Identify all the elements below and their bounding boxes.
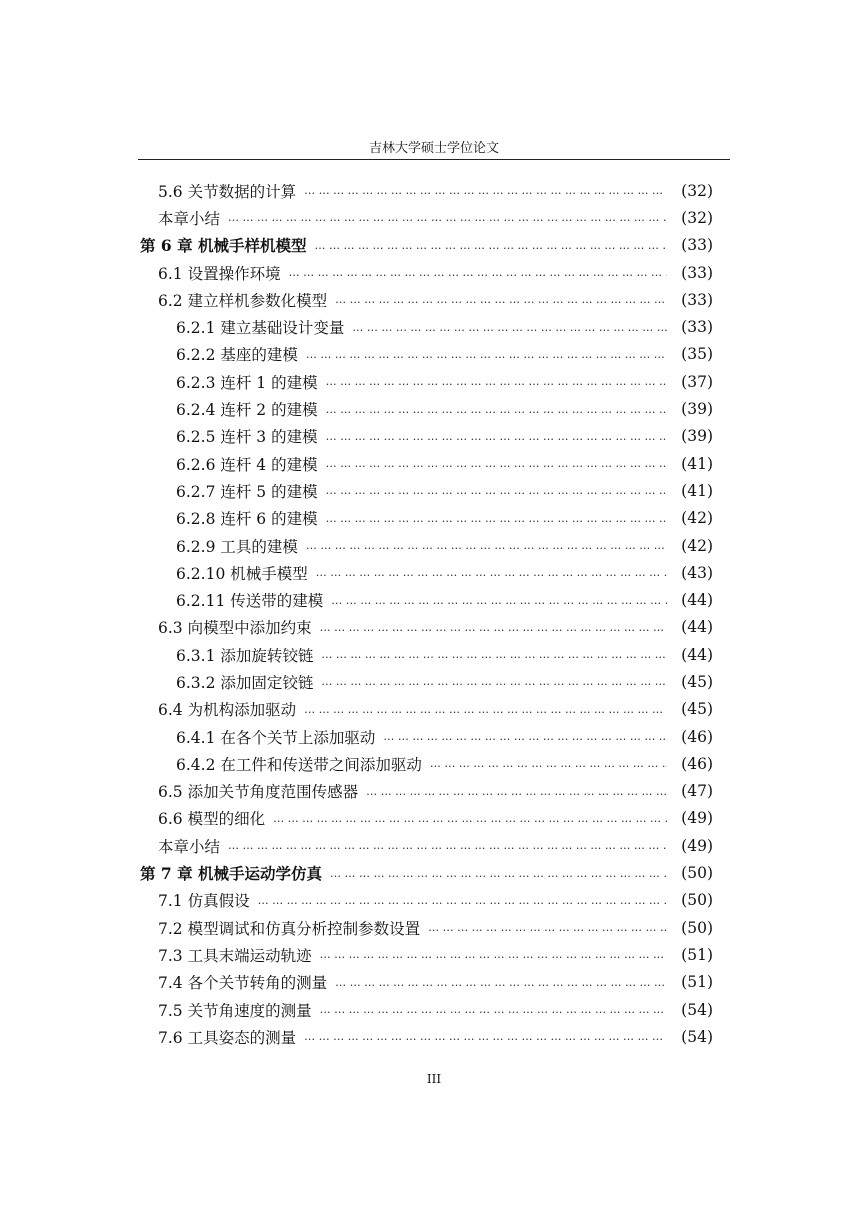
toc-leader-dots (320, 948, 667, 961)
toc-entry-title: 6.4.1 在各个关节上添加驱动 (176, 728, 376, 747)
toc-leader-dots (326, 375, 667, 388)
toc-entry-title: 第 6 章 机械手样机模型 (140, 236, 307, 256)
toc-leader-dots (320, 621, 667, 634)
toc-leader-dots (316, 566, 667, 579)
toc-entry-title: 6.2.4 连杆 2 的建模 (176, 401, 318, 420)
toc-entry (138, 423, 713, 450)
toc-entry-page: (50) (681, 891, 713, 910)
toc-leader-dots (326, 484, 667, 497)
toc-entry-page: (33) (681, 290, 713, 309)
toc-leader-dots (430, 757, 667, 770)
toc-entry (138, 559, 713, 586)
toc-entry-page: (51) (681, 973, 713, 992)
toc-entry-page: (49) (681, 836, 713, 855)
toc-entry-page: (42) (681, 509, 713, 528)
toc-entry-title: 6.2.10 机械手模型 (176, 564, 308, 583)
toc-entry (138, 532, 713, 559)
toc-entry-page: (37) (681, 372, 713, 391)
toc-entry-page: (42) (681, 536, 713, 555)
toc-entry (138, 586, 713, 613)
toc-leader-dots (331, 594, 667, 607)
toc-entry-title: 6.2.1 建立基础设计变量 (176, 319, 345, 338)
toc-entry-title: 第 7 章 机械手运动学仿真 (140, 864, 322, 884)
toc-entry-title: 7.2 模型调试和仿真分析控制参数设置 (158, 919, 421, 938)
toc-entry-page: (39) (681, 400, 713, 419)
toc-entry-title: 6.3.2 添加固定铰链 (176, 673, 314, 692)
toc-entry (138, 996, 713, 1023)
toc-entry (138, 477, 713, 504)
header-rule (138, 159, 730, 160)
toc-leader-dots (326, 457, 667, 470)
toc-entry-page: (33) (681, 263, 713, 282)
toc-leader-dots (366, 785, 667, 798)
toc-entry-page: (45) (681, 672, 713, 691)
toc-leader-dots (335, 293, 667, 306)
toc-entry-page: (50) (681, 918, 713, 937)
toc-entry-page: (50) (681, 864, 713, 883)
toc-entry-page: (44) (681, 591, 713, 610)
toc-entry (138, 832, 713, 859)
toc-leader-dots (326, 430, 667, 443)
toc-entry-page: (51) (681, 945, 713, 964)
toc-leader-dots (306, 539, 667, 552)
toc-entry-page: (54) (681, 1000, 713, 1019)
toc-entry-page: (47) (681, 782, 713, 801)
toc-entry-title: 5.6 关节数据的计算 (158, 182, 297, 201)
toc-entry-title: 7.5 关节角速度的测量 (158, 1001, 312, 1020)
running-header: 吉林大学硕士学位论文 (368, 141, 499, 156)
toc-entry-page: (44) (681, 618, 713, 637)
toc-entry-page: (41) (681, 454, 713, 473)
toc-leader-dots (228, 839, 667, 852)
toc-entry-page: (35) (681, 345, 713, 364)
toc-entry-title: 6.2.6 连杆 4 的建模 (176, 455, 318, 474)
toc-entry-title: 7.1 仿真假设 (158, 892, 250, 911)
toc-entry-page: (33) (681, 318, 713, 337)
toc-entry-title: 6.2.3 连杆 1 的建模 (176, 373, 318, 392)
toc-leader-dots (383, 730, 667, 743)
toc-entry-page: (45) (681, 700, 713, 719)
toc-entry (138, 668, 713, 695)
toc-entry-title: 6.2.2 基座的建模 (176, 346, 298, 365)
toc-entry (138, 750, 713, 777)
toc-entry-title: 本章小结 (158, 837, 221, 856)
toc-entry (138, 1023, 713, 1050)
toc-entry (138, 887, 713, 914)
page-number: III (426, 1072, 442, 1086)
toc-entry-title: 6.3 向模型中添加约束 (158, 619, 312, 638)
table-of-contents (138, 177, 713, 1051)
toc-entry-page: (49) (681, 809, 713, 828)
toc-entry (138, 395, 713, 422)
toc-entry-page: (32) (681, 208, 713, 227)
toc-entry-title: 6.2.8 连杆 6 的建模 (176, 510, 318, 529)
toc-entry (138, 941, 713, 968)
toc-leader-dots (326, 403, 667, 416)
toc-entry-page: (41) (681, 481, 713, 500)
toc-entry (138, 232, 713, 259)
toc-entry-title: 6.2 建立样机参数化模型 (158, 291, 328, 310)
toc-leader-dots (304, 1030, 667, 1043)
toc-entry (138, 286, 713, 313)
toc-entry (138, 969, 713, 996)
toc-entry-title: 6.2.9 工具的建模 (176, 537, 298, 556)
toc-leader-dots (321, 675, 667, 688)
toc-entry-title: 6.1 设置操作环境 (158, 264, 281, 283)
toc-entry-title: 6.2.7 连杆 5 的建模 (176, 482, 318, 501)
toc-leader-dots (352, 321, 667, 334)
toc-entry (138, 204, 713, 231)
toc-entry-page: (46) (681, 727, 713, 746)
toc-entry (138, 614, 713, 641)
toc-leader-dots (314, 239, 667, 252)
toc-entry-page: (44) (681, 645, 713, 664)
toc-entry (138, 778, 713, 805)
toc-entry-page: (33) (681, 236, 713, 255)
toc-entry (138, 450, 713, 477)
toc-leader-dots (321, 648, 667, 661)
toc-leader-dots (326, 512, 667, 525)
toc-entry-page: (32) (681, 181, 713, 200)
toc-entry-title: 6.5 添加关节角度范围传感器 (158, 783, 359, 802)
toc-leader-dots (306, 348, 667, 361)
toc-entry (138, 696, 713, 723)
toc-leader-dots (335, 976, 667, 989)
toc-entry (138, 723, 713, 750)
toc-leader-dots (428, 921, 667, 934)
toc-leader-dots (320, 1003, 667, 1016)
toc-entry-title: 7.4 各个关节转角的测量 (158, 974, 328, 993)
toc-entry-page: (46) (681, 754, 713, 773)
toc-entry-page: (54) (681, 1027, 713, 1046)
toc-entry (138, 859, 713, 886)
toc-entry (138, 914, 713, 941)
toc-entry-page: (43) (681, 563, 713, 582)
toc-entry-title: 7.3 工具末端运动轨迹 (158, 946, 312, 965)
toc-entry (138, 313, 713, 340)
toc-entry-title: 6.4.2 在工件和传送带之间添加驱动 (176, 755, 422, 774)
toc-entry (138, 641, 713, 668)
toc-leader-dots (258, 894, 667, 907)
toc-entry-title: 7.6 工具姿态的测量 (158, 1028, 297, 1047)
toc-entry-title: 6.6 模型的细化 (158, 810, 266, 829)
toc-entry-title: 6.4 为机构添加驱动 (158, 701, 297, 720)
toc-entry (138, 177, 713, 204)
toc-entry (138, 805, 713, 832)
toc-entry (138, 259, 713, 286)
toc-entry-title: 6.2.11 传送带的建模 (176, 592, 324, 611)
toc-entry (138, 368, 713, 395)
toc-entry-title: 本章小结 (158, 209, 221, 228)
toc-entry-page: (39) (681, 427, 713, 446)
toc-entry (138, 505, 713, 532)
toc-leader-dots (304, 184, 667, 197)
toc-entry-title: 6.2.5 连杆 3 的建模 (176, 428, 318, 447)
toc-leader-dots (304, 703, 667, 716)
toc-leader-dots (289, 266, 667, 279)
toc-leader-dots (273, 812, 667, 825)
toc-entry (138, 341, 713, 368)
toc-entry-title: 6.3.1 添加旋转铰链 (176, 646, 314, 665)
toc-leader-dots (330, 867, 667, 880)
toc-leader-dots (228, 211, 667, 224)
